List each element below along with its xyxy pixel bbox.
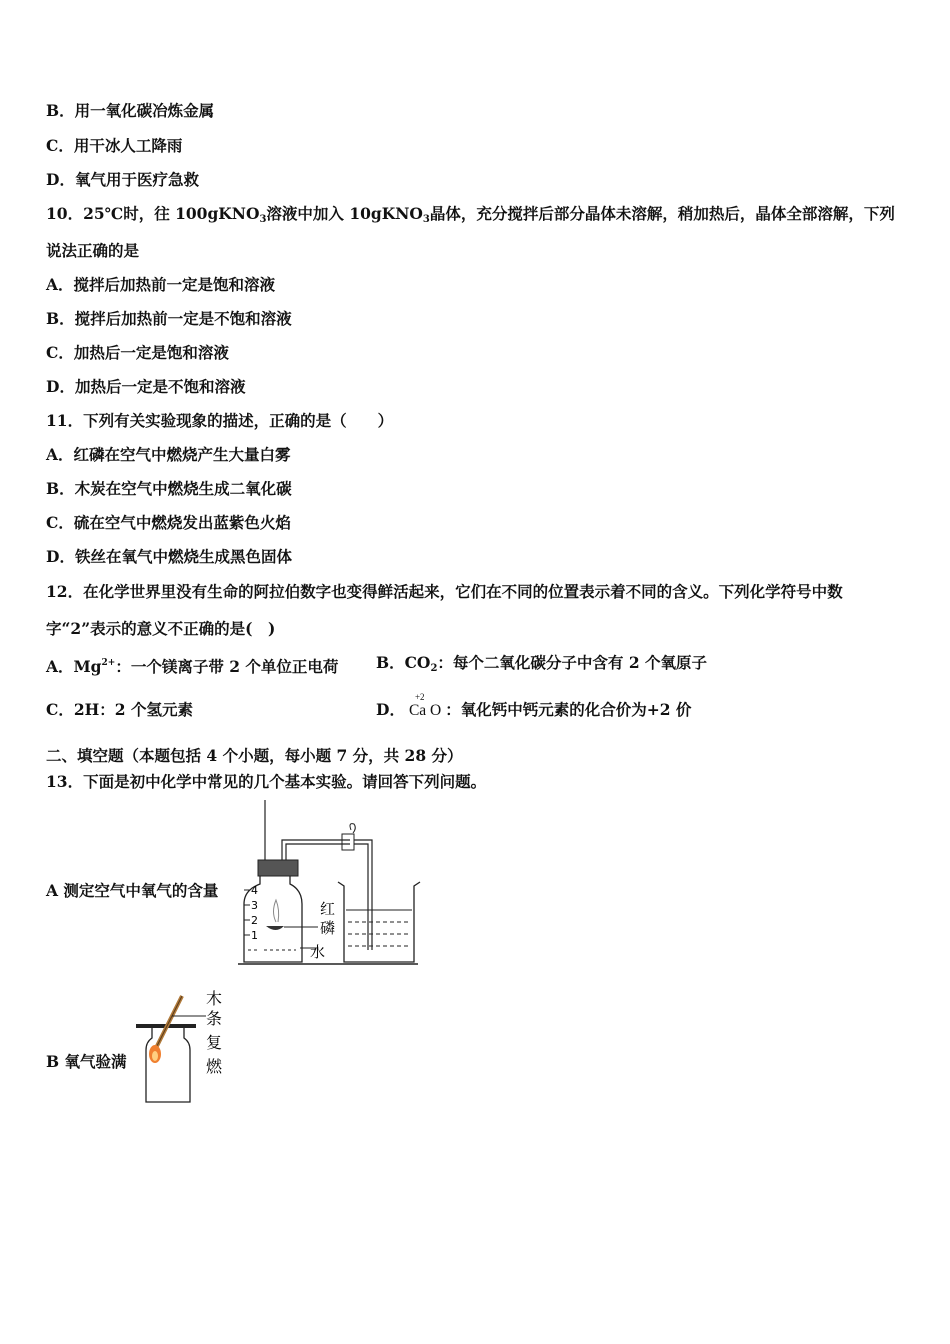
figure-a-apparatus bbox=[238, 800, 423, 970]
oxygen-measurement-diagram bbox=[238, 800, 423, 970]
q12-d-post: ：氧化钙中钙元素的化合价为+2 价 bbox=[445, 700, 692, 719]
red-phosphorus-label-1: 红 bbox=[320, 900, 336, 918]
q12-b-sub: 2 bbox=[430, 663, 438, 674]
red-phosphorus-label-2: 磷 bbox=[320, 919, 336, 937]
q10-option-b: B．搅拌后加热前一定是不饱和溶液 bbox=[46, 309, 292, 328]
q10-text-c: 晶体，充分搅拌后部分晶体未溶解，稍加热后，晶体全部溶解，下列 bbox=[429, 204, 895, 223]
q10-text-a: 10．25℃时，往 100gKNO bbox=[46, 204, 260, 223]
q12-b-pre: B．CO bbox=[376, 653, 431, 672]
q12-a-sup: 2+ bbox=[101, 658, 116, 668]
q10-option-c: C．加热后一定是饱和溶液 bbox=[46, 343, 229, 362]
q12-option-b bbox=[376, 653, 707, 679]
q9-option-d: D．氧气用于医疗急救 bbox=[46, 170, 199, 189]
q10-stem-line1 bbox=[46, 204, 895, 230]
water-label: 水 bbox=[310, 943, 326, 961]
q10-option-d: D．加热后一定是不饱和溶液 bbox=[46, 377, 246, 396]
figure-b-label: B 氧气验满 bbox=[46, 1052, 127, 1071]
oxygen-full-test-diagram bbox=[132, 986, 232, 1106]
figure-b-apparatus bbox=[132, 986, 232, 1106]
q12-stem-line1: 12．在化学世界里没有生命的阿拉伯数字也变得鲜活起来，它们在不同的位置表示着不同的含义。下列化学符号中数 bbox=[46, 582, 843, 601]
section2-heading: 二、填空题（本题包括 4 个小题，每小题 7 分，共 28 分） bbox=[46, 746, 463, 765]
q11-stem: 11．下列有关实验现象的描述，正确的是（ ） bbox=[46, 411, 394, 430]
q12-d-pre: D． bbox=[376, 700, 405, 719]
q10-subscript-b: 3 bbox=[422, 214, 430, 225]
q12-a-post: ：一个镁离子带 2 个单位正电荷 bbox=[115, 657, 339, 676]
q10-text-b: 溶液中加入 10gKNO bbox=[266, 204, 423, 223]
q11-option-a: A．红磷在空气中燃烧产生大量白雾 bbox=[46, 445, 291, 464]
wood-label-1: 木 bbox=[206, 989, 223, 1008]
q9-option-b: B．用一氧化碳冶炼金属 bbox=[46, 101, 215, 120]
figure-a-label: A 测定空气中氧气的含量 bbox=[46, 881, 219, 900]
q12-d-valence: +2 bbox=[414, 692, 425, 702]
q12-d-formula: Ca O bbox=[408, 702, 442, 719]
q12-option-a bbox=[46, 653, 338, 677]
wood-label-2: 条 bbox=[206, 1009, 223, 1028]
q9-option-c: C．用干冰人工降雨 bbox=[46, 136, 183, 155]
q12-stem-line2: 字“2”表示的意义不正确的是( ) bbox=[46, 619, 276, 638]
wood-label-3: 复 bbox=[206, 1033, 223, 1052]
q12-option-c: C．2H：2 个氢元素 bbox=[46, 700, 193, 719]
q12-d-formula-wrap bbox=[408, 692, 442, 721]
scale-3: 3 bbox=[251, 899, 258, 912]
q11-option-b: B．木炭在空气中燃烧生成二氧化碳 bbox=[46, 479, 292, 498]
q10-option-a: A．搅拌后加热前一定是饱和溶液 bbox=[46, 275, 276, 294]
scale-4: 4 bbox=[251, 884, 258, 897]
q10-stem-line2: 说法正确的是 bbox=[46, 241, 140, 260]
q12-option-d bbox=[376, 692, 692, 721]
q12-a-pre: A．Mg bbox=[46, 657, 102, 676]
q13-stem: 13．下面是初中化学中常见的几个基本实验。请回答下列问题。 bbox=[46, 772, 487, 791]
q11-option-d: D．铁丝在氧气中燃烧生成黑色固体 bbox=[46, 547, 292, 566]
q11-option-c: C．硫在空气中燃烧发出蓝紫色火焰 bbox=[46, 513, 291, 532]
scale-1: 1 bbox=[251, 929, 258, 942]
q12-b-post: ：每个二氧化碳分子中含有 2 个氧原子 bbox=[437, 653, 708, 672]
q10-subscript-a: 3 bbox=[259, 214, 267, 225]
scale-2: 2 bbox=[251, 914, 258, 927]
wood-label-4: 燃 bbox=[206, 1057, 223, 1076]
